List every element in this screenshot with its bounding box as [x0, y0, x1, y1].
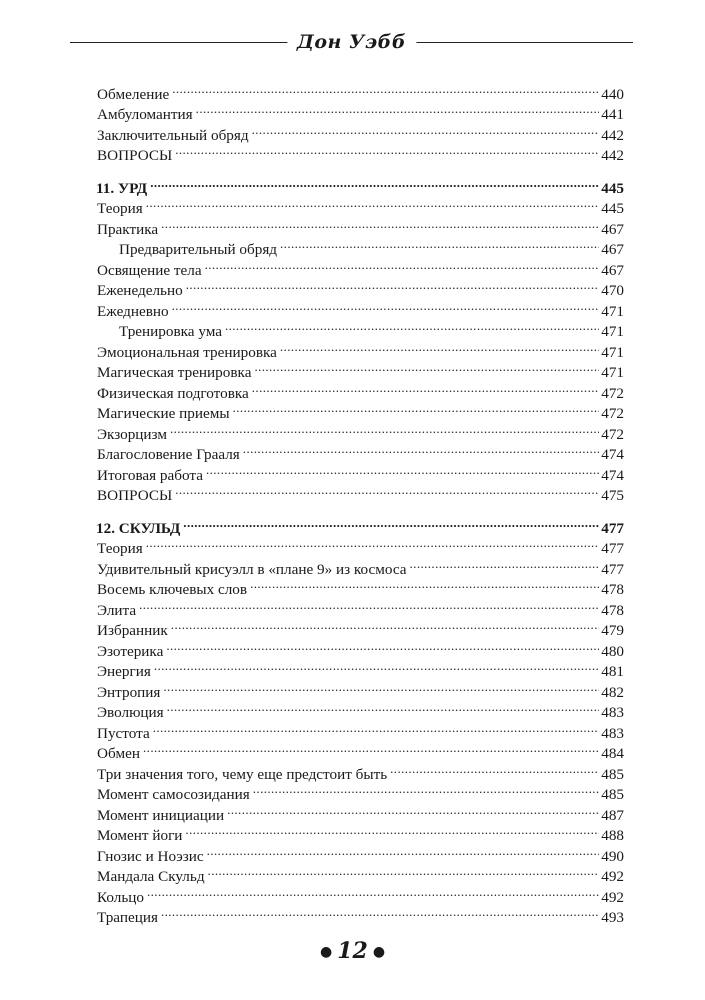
- toc-entry[interactable]: ВОПРОСЫ ..... 442: [97, 140, 624, 161]
- toc-entry[interactable]: Элита ..... 478: [97, 594, 624, 615]
- toc-entry[interactable]: Мандала Скульд ..... 492: [97, 861, 624, 882]
- toc-entry[interactable]: Избранник ..... 479: [97, 615, 624, 636]
- toc-section-chapter-11: [96, 172, 624, 504]
- toc-entry[interactable]: Магические приемы ..... 472: [97, 398, 624, 419]
- toc-chapter-heading[interactable]: 11. УРД ..... 445: [97, 172, 624, 193]
- page-number: [0, 938, 705, 964]
- page-number-value: 12: [337, 938, 368, 964]
- toc-entry[interactable]: Эзотерика ..... 480: [97, 635, 624, 656]
- toc-entry[interactable]: Пустота ..... 483: [97, 717, 624, 738]
- toc-entry[interactable]: Амбуломантия ..... 441: [97, 99, 624, 120]
- toc-subentry[interactable]: Предварительный обряд ..... 467: [97, 234, 624, 255]
- toc-entry[interactable]: Трапеция ..... 493: [97, 902, 624, 923]
- toc-entry[interactable]: Магическая тренировка ..... 471: [97, 357, 624, 378]
- toc-entry[interactable]: Теория ..... 445: [97, 193, 624, 214]
- toc-entry[interactable]: Энергия ..... 481: [97, 656, 624, 677]
- toc-chapter-heading[interactable]: 12. СКУЛЬД ..... 477: [97, 512, 624, 533]
- toc-section-chapter-12: [96, 512, 624, 926]
- toc-entry[interactable]: Эволюция ..... 483: [97, 697, 624, 718]
- running-header: [70, 28, 633, 58]
- bullet-icon: ●: [319, 944, 333, 960]
- toc-entry[interactable]: Еженедельно ..... 470: [97, 275, 624, 296]
- toc-entry[interactable]: Теория ..... 477: [97, 533, 624, 554]
- toc-entry[interactable]: Заключительный обряд ..... 442: [97, 119, 624, 140]
- toc-entry[interactable]: Эмоциональная тренировка ..... 471: [97, 336, 624, 357]
- toc-entry[interactable]: Три значения того, чему еще предстоит быть ..... 485: [97, 758, 624, 779]
- toc-entry[interactable]: Итоговая работа ..... 474: [97, 459, 624, 480]
- header-author: Дон Уэбб: [287, 28, 416, 56]
- toc-subentry[interactable]: Тренировка ума ..... 471: [97, 316, 624, 337]
- toc-section-intro: [97, 78, 624, 164]
- toc-entry[interactable]: Обмеление ..... 440: [97, 78, 624, 99]
- table-of-contents: [96, 78, 624, 926]
- toc-entry[interactable]: Физическая подготовка ..... 472: [97, 377, 624, 398]
- toc-entry[interactable]: Обмен ..... 484: [97, 738, 624, 759]
- toc-entry[interactable]: Момент самосозидания ..... 485: [97, 779, 624, 800]
- toc-entry[interactable]: ВОПРОСЫ ..... 475: [97, 480, 624, 501]
- toc-entry[interactable]: Удивительный крисуэлл в «плане 9» из космоса ..... 477: [97, 553, 624, 574]
- toc-entry[interactable]: Восемь ключевых слов ..... 478: [97, 574, 624, 595]
- toc-entry[interactable]: Момент йоги ..... 488: [97, 820, 624, 841]
- toc-entry[interactable]: Момент инициации ..... 487: [97, 799, 624, 820]
- toc-entry[interactable]: Ежедневно ..... 471: [97, 295, 624, 316]
- toc-entry[interactable]: Энтропия ..... 482: [97, 676, 624, 697]
- toc-entry[interactable]: Благословение Грааля ..... 474: [97, 439, 624, 460]
- bullet-icon: ●: [372, 944, 386, 960]
- toc-entry[interactable]: Освящение тела ..... 467: [97, 254, 624, 275]
- toc-entry[interactable]: Практика ..... 467: [97, 213, 624, 234]
- toc-entry[interactable]: Экзорцизм ..... 472: [97, 418, 624, 439]
- toc-entry[interactable]: Кольцо ..... 492: [97, 881, 624, 902]
- toc-entry[interactable]: Гнозис и Ноэзис ..... 490: [97, 840, 624, 861]
